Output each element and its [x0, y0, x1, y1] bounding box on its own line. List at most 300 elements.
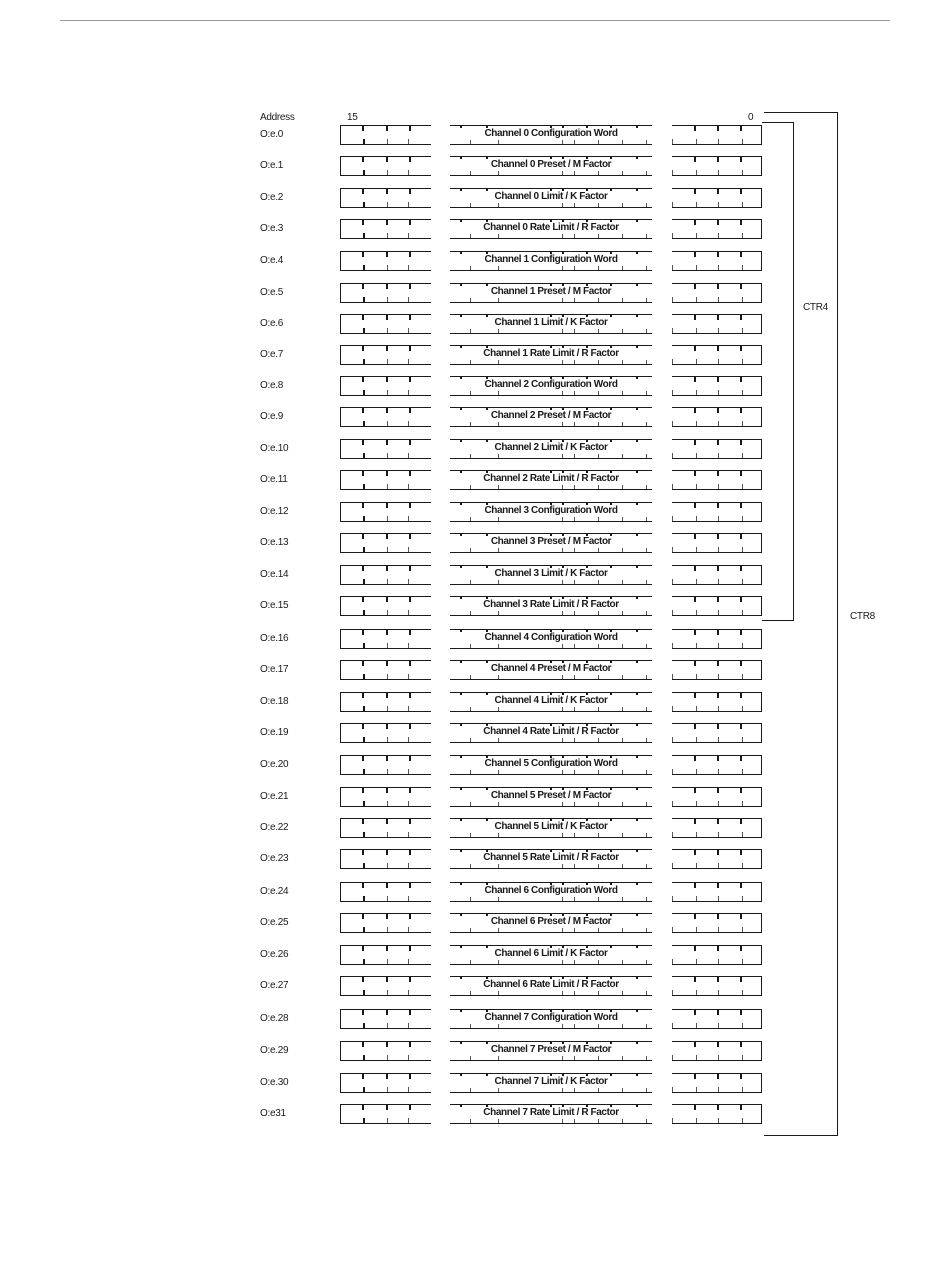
bit-field-segment	[672, 755, 762, 775]
register-description-text: Channel 3 Limit / K Factor	[494, 568, 608, 579]
bit-tick	[409, 566, 411, 571]
bit-tick	[740, 1074, 742, 1079]
bit-field-segment	[672, 1104, 762, 1124]
bit-tick	[387, 453, 388, 458]
bit-tick	[409, 1105, 411, 1110]
bit-tick	[696, 359, 697, 364]
bit-tick	[409, 157, 411, 162]
bit-tick	[386, 408, 388, 413]
register-description	[450, 379, 652, 391]
bit-tick	[386, 377, 388, 382]
bit-tick	[386, 661, 388, 666]
bit-tick	[386, 1105, 388, 1110]
register-description-text: Channel 7 Rate Limit / R Factor	[483, 1107, 619, 1118]
register-address: O:e.13	[260, 537, 289, 548]
bit-field-segment	[672, 818, 762, 838]
bit-tick	[672, 390, 673, 395]
bit-tick	[363, 643, 365, 648]
bit-tick	[387, 832, 388, 837]
bit-tick	[672, 1023, 673, 1028]
register-address: O:e.28	[260, 1013, 289, 1024]
bit-tick	[740, 1042, 742, 1047]
bit-field-segment	[340, 345, 431, 365]
bit-tick	[387, 1055, 388, 1060]
register-address: O:e.6	[260, 318, 283, 329]
bit-tick	[362, 661, 364, 666]
bit-tick	[696, 959, 697, 964]
bit-tick	[386, 189, 388, 194]
bit-tick	[387, 706, 388, 711]
bit-tick	[408, 421, 409, 426]
bit-tick	[386, 819, 388, 824]
bit-tick	[694, 252, 696, 257]
bit-tick	[740, 883, 742, 888]
bit-tick	[409, 503, 411, 508]
bit-tick	[694, 377, 696, 382]
bit-tick	[672, 421, 673, 426]
bit-tick	[740, 440, 742, 445]
bit-tick	[387, 801, 388, 806]
bit-tick	[363, 1055, 365, 1060]
bit-tick	[718, 202, 719, 207]
bit-tick	[408, 1055, 409, 1060]
bit-tick	[672, 297, 673, 302]
bit-tick	[696, 643, 697, 648]
register-description	[450, 948, 652, 960]
bit-field-segment	[672, 692, 762, 712]
register-description	[450, 1107, 652, 1119]
bit-tick	[672, 233, 673, 238]
bit-tick	[362, 284, 364, 289]
bit-tick	[717, 788, 719, 793]
bit-tick	[696, 547, 697, 552]
bit-tick	[742, 737, 743, 742]
bit-field-segment	[340, 283, 431, 303]
register-address: O:e.15	[260, 600, 289, 611]
bit-tick	[694, 630, 696, 635]
register-description-text: Channel 5 Configuration Word	[484, 758, 618, 769]
bit-tick	[362, 788, 364, 793]
bit-tick	[696, 484, 697, 489]
register-description-text: Channel 0 Rate Limit / R Factor	[483, 222, 619, 233]
register-description	[450, 599, 652, 611]
bit-field-segment	[672, 1073, 762, 1093]
bit-tick	[363, 453, 365, 458]
register-address: O:e.12	[260, 506, 289, 517]
bit-tick	[409, 377, 411, 382]
bit-tick	[696, 1023, 697, 1028]
bit-tick	[717, 946, 719, 951]
bit-tick	[362, 471, 364, 476]
register-address: O:e.1	[260, 160, 283, 171]
ctr8-bracket	[764, 112, 838, 1136]
bit-field-segment	[672, 596, 762, 616]
bit-field-segment	[672, 407, 762, 427]
bit-tick	[718, 863, 719, 868]
bit-tick	[672, 579, 673, 584]
bit-tick	[694, 850, 696, 855]
bit-tick	[742, 801, 743, 806]
bit-tick	[363, 359, 365, 364]
bit-tick	[672, 170, 673, 175]
bit-field-segment	[340, 913, 431, 933]
bit-tick	[696, 421, 697, 426]
bit-tick	[408, 297, 409, 302]
bit-tick	[718, 516, 719, 521]
register-address: O:e.0	[260, 129, 283, 140]
register-description-text: Channel 4 Limit / K Factor	[494, 695, 608, 706]
bit-tick	[363, 202, 365, 207]
register-address: O:e.26	[260, 949, 289, 960]
bit-field-segment	[340, 407, 431, 427]
bit-tick	[409, 1074, 411, 1079]
bit-tick	[672, 516, 673, 521]
bit-tick	[717, 661, 719, 666]
bit-field-segment	[340, 723, 431, 743]
bit-tick	[386, 724, 388, 729]
bit-tick	[408, 863, 409, 868]
bit-tick	[694, 597, 696, 602]
bit-tick	[409, 220, 411, 225]
bit-tick	[717, 157, 719, 162]
bit-field-segment	[672, 314, 762, 334]
register-address: O:e31	[260, 1108, 286, 1119]
bit-tick	[696, 139, 697, 144]
register-description-text: Channel 4 Configuration Word	[484, 632, 618, 643]
register-address: O:e.22	[260, 822, 289, 833]
bit-field-segment	[672, 787, 762, 807]
bit-tick	[409, 724, 411, 729]
bit-tick	[740, 977, 742, 982]
bit-tick	[717, 220, 719, 225]
bit-tick	[409, 315, 411, 320]
bit-tick	[387, 547, 388, 552]
bit-tick	[718, 297, 719, 302]
bit-tick	[672, 547, 673, 552]
bit-tick	[718, 927, 719, 932]
bit-field-segment	[340, 156, 431, 176]
bit-tick	[740, 630, 742, 635]
bit-tick	[696, 516, 697, 521]
register-description-text: Channel 2 Rate Limit / R Factor	[483, 473, 619, 484]
bit-tick	[409, 189, 411, 194]
bit-tick	[387, 579, 388, 584]
bit-tick	[694, 788, 696, 793]
bit-tick	[409, 471, 411, 476]
bit-tick	[740, 346, 742, 351]
bit-tick	[409, 408, 411, 413]
bit-tick	[742, 769, 743, 774]
bit-tick	[408, 453, 409, 458]
bit-tick	[694, 977, 696, 982]
register-description	[450, 1044, 652, 1056]
bit-tick	[408, 896, 409, 901]
register-description-text: Channel 7 Limit / K Factor	[494, 1076, 608, 1087]
bit-tick	[387, 297, 388, 302]
bit-tick	[408, 516, 409, 521]
bit-tick	[362, 1042, 364, 1047]
bit-tick	[717, 471, 719, 476]
bit-tick	[363, 769, 365, 774]
bit-tick	[717, 377, 719, 382]
bit-field-segment	[672, 345, 762, 365]
bit-tick	[363, 927, 365, 932]
register-description-text: Channel 2 Preset / M Factor	[490, 410, 612, 421]
bit-tick	[742, 233, 743, 238]
register-description-text: Channel 5 Limit / K Factor	[494, 821, 608, 832]
bit-tick	[742, 202, 743, 207]
bit-tick	[717, 819, 719, 824]
bit-tick	[672, 832, 673, 837]
bit-field-segment	[672, 533, 762, 553]
bit-tick	[408, 737, 409, 742]
bit-tick	[409, 914, 411, 919]
bit-tick	[742, 390, 743, 395]
bit-tick	[696, 1087, 697, 1092]
bit-field-segment	[340, 1073, 431, 1093]
bit-tick	[742, 484, 743, 489]
bit-tick	[718, 170, 719, 175]
bit-tick	[740, 788, 742, 793]
bit-tick	[718, 801, 719, 806]
bit-tick	[363, 959, 365, 964]
bit-tick	[740, 534, 742, 539]
bit-tick	[363, 1118, 365, 1123]
bit-tick	[740, 1010, 742, 1015]
register-description	[450, 254, 652, 266]
bit-tick	[387, 737, 388, 742]
bit-tick	[408, 610, 409, 615]
bit-tick	[718, 674, 719, 679]
bit-tick	[386, 883, 388, 888]
bit-tick	[408, 801, 409, 806]
register-description	[450, 505, 652, 517]
bit-tick	[740, 850, 742, 855]
bit-tick	[742, 610, 743, 615]
bit-tick	[696, 863, 697, 868]
bit-tick	[694, 1074, 696, 1079]
bit-tick	[408, 832, 409, 837]
bit-tick	[742, 265, 743, 270]
bit-tick	[696, 801, 697, 806]
bit-tick	[387, 1118, 388, 1123]
bit-tick	[387, 233, 388, 238]
bit-tick	[672, 453, 673, 458]
bit-tick	[742, 1023, 743, 1028]
register-description	[450, 536, 652, 548]
bit-field-segment	[340, 470, 431, 490]
bit-tick	[386, 503, 388, 508]
register-address: O:e.21	[260, 791, 289, 802]
register-description-text: Channel 1 Configuration Word	[484, 254, 618, 265]
register-address: O:e.10	[260, 443, 289, 454]
bit-tick	[718, 737, 719, 742]
register-address: O:e.23	[260, 853, 289, 864]
bit-tick	[694, 661, 696, 666]
bit-tick	[408, 390, 409, 395]
msb-bit-label: 15	[347, 112, 358, 123]
bit-tick	[408, 990, 409, 995]
bit-tick	[694, 315, 696, 320]
bit-field-segment	[672, 125, 762, 145]
bit-field-segment	[340, 502, 431, 522]
bit-tick	[362, 946, 364, 951]
bit-tick	[717, 724, 719, 729]
bit-tick	[696, 706, 697, 711]
bit-tick	[363, 547, 365, 552]
register-description	[450, 191, 652, 203]
bit-field-segment	[672, 882, 762, 902]
bit-tick	[387, 139, 388, 144]
bit-tick	[387, 769, 388, 774]
bit-tick	[408, 927, 409, 932]
bit-field-segment	[340, 188, 431, 208]
bit-tick	[717, 503, 719, 508]
bit-tick	[672, 1087, 673, 1092]
bit-tick	[694, 566, 696, 571]
bit-tick	[362, 157, 364, 162]
register-address: O:e.8	[260, 380, 283, 391]
register-description-text: Channel 6 Preset / M Factor	[490, 916, 612, 927]
bit-tick	[696, 233, 697, 238]
bit-tick	[386, 566, 388, 571]
bit-tick	[386, 630, 388, 635]
bit-tick	[696, 170, 697, 175]
bit-tick	[362, 1074, 364, 1079]
bit-field-segment	[672, 629, 762, 649]
bit-tick	[387, 328, 388, 333]
register-description	[450, 1076, 652, 1088]
bit-tick	[718, 328, 719, 333]
bit-tick	[362, 346, 364, 351]
register-description-text: Channel 6 Limit / K Factor	[494, 948, 608, 959]
bit-tick	[386, 1010, 388, 1015]
bit-tick	[717, 883, 719, 888]
bit-tick	[363, 390, 365, 395]
bit-tick	[694, 883, 696, 888]
bit-tick	[742, 453, 743, 458]
bit-tick	[696, 202, 697, 207]
bit-field-segment	[672, 723, 762, 743]
bit-tick	[694, 946, 696, 951]
register-description	[450, 159, 652, 171]
bit-tick	[363, 1023, 365, 1028]
bit-tick	[718, 643, 719, 648]
register-description-text: Channel 4 Rate Limit / R Factor	[483, 726, 619, 737]
bit-tick	[409, 126, 411, 131]
bit-tick	[409, 819, 411, 824]
bit-tick	[386, 534, 388, 539]
bit-tick	[740, 408, 742, 413]
bit-tick	[672, 674, 673, 679]
register-description	[450, 790, 652, 802]
bit-tick	[694, 1042, 696, 1047]
register-description-text: Channel 1 Rate Limit / R Factor	[483, 348, 619, 359]
bit-tick	[409, 788, 411, 793]
bit-field-segment	[340, 882, 431, 902]
bit-tick	[718, 484, 719, 489]
bit-tick	[363, 801, 365, 806]
bit-tick	[387, 959, 388, 964]
bit-tick	[362, 377, 364, 382]
bit-tick	[362, 220, 364, 225]
bit-tick	[740, 693, 742, 698]
bit-field-segment	[672, 376, 762, 396]
register-description	[450, 317, 652, 329]
bit-tick	[696, 832, 697, 837]
bit-tick	[672, 265, 673, 270]
bit-tick	[694, 471, 696, 476]
bit-tick	[363, 328, 365, 333]
bit-tick	[694, 1105, 696, 1110]
ctr4-label: CTR4	[803, 302, 828, 313]
register-description-text: Channel 0 Configuration Word	[484, 128, 618, 139]
bit-tick	[362, 597, 364, 602]
register-description-text: Channel 4 Preset / M Factor	[490, 663, 612, 674]
bit-field-segment	[340, 219, 431, 239]
bit-tick	[386, 850, 388, 855]
bit-tick	[362, 1105, 364, 1110]
bit-tick	[717, 693, 719, 698]
register-description-text: Channel 6 Rate Limit / R Factor	[483, 979, 619, 990]
bit-field-segment	[340, 565, 431, 585]
bit-tick	[740, 471, 742, 476]
bit-tick	[742, 359, 743, 364]
bit-tick	[718, 610, 719, 615]
bit-tick	[740, 819, 742, 824]
bit-tick	[742, 170, 743, 175]
bit-tick	[362, 630, 364, 635]
bit-tick	[696, 674, 697, 679]
bit-tick	[717, 1105, 719, 1110]
bit-field-segment	[672, 913, 762, 933]
bit-tick	[387, 421, 388, 426]
bit-tick	[362, 724, 364, 729]
bit-tick	[387, 674, 388, 679]
register-description	[450, 632, 652, 644]
bit-tick	[408, 202, 409, 207]
register-address: O:e.27	[260, 980, 289, 991]
bit-tick	[742, 927, 743, 932]
bit-tick	[672, 959, 673, 964]
bit-tick	[717, 630, 719, 635]
bit-tick	[386, 284, 388, 289]
bit-tick	[742, 516, 743, 521]
bit-tick	[717, 566, 719, 571]
register-description-text: Channel 0 Limit / K Factor	[494, 191, 608, 202]
bit-tick	[363, 737, 365, 742]
bit-tick	[718, 421, 719, 426]
bit-tick	[363, 170, 365, 175]
bit-field-segment	[340, 945, 431, 965]
lsb-bit-label: 0	[748, 112, 754, 123]
bit-tick	[717, 408, 719, 413]
register-description-text: Channel 5 Preset / M Factor	[490, 790, 612, 801]
bit-tick	[362, 850, 364, 855]
bit-field-segment	[340, 439, 431, 459]
bit-tick	[409, 850, 411, 855]
bit-tick	[718, 1023, 719, 1028]
bit-tick	[696, 610, 697, 615]
register-description	[450, 348, 652, 360]
bit-field-segment	[340, 755, 431, 775]
bit-field-segment	[672, 1009, 762, 1029]
bit-tick	[717, 850, 719, 855]
bit-tick	[740, 220, 742, 225]
bit-tick	[694, 408, 696, 413]
bit-tick	[694, 1010, 696, 1015]
bit-tick	[363, 579, 365, 584]
